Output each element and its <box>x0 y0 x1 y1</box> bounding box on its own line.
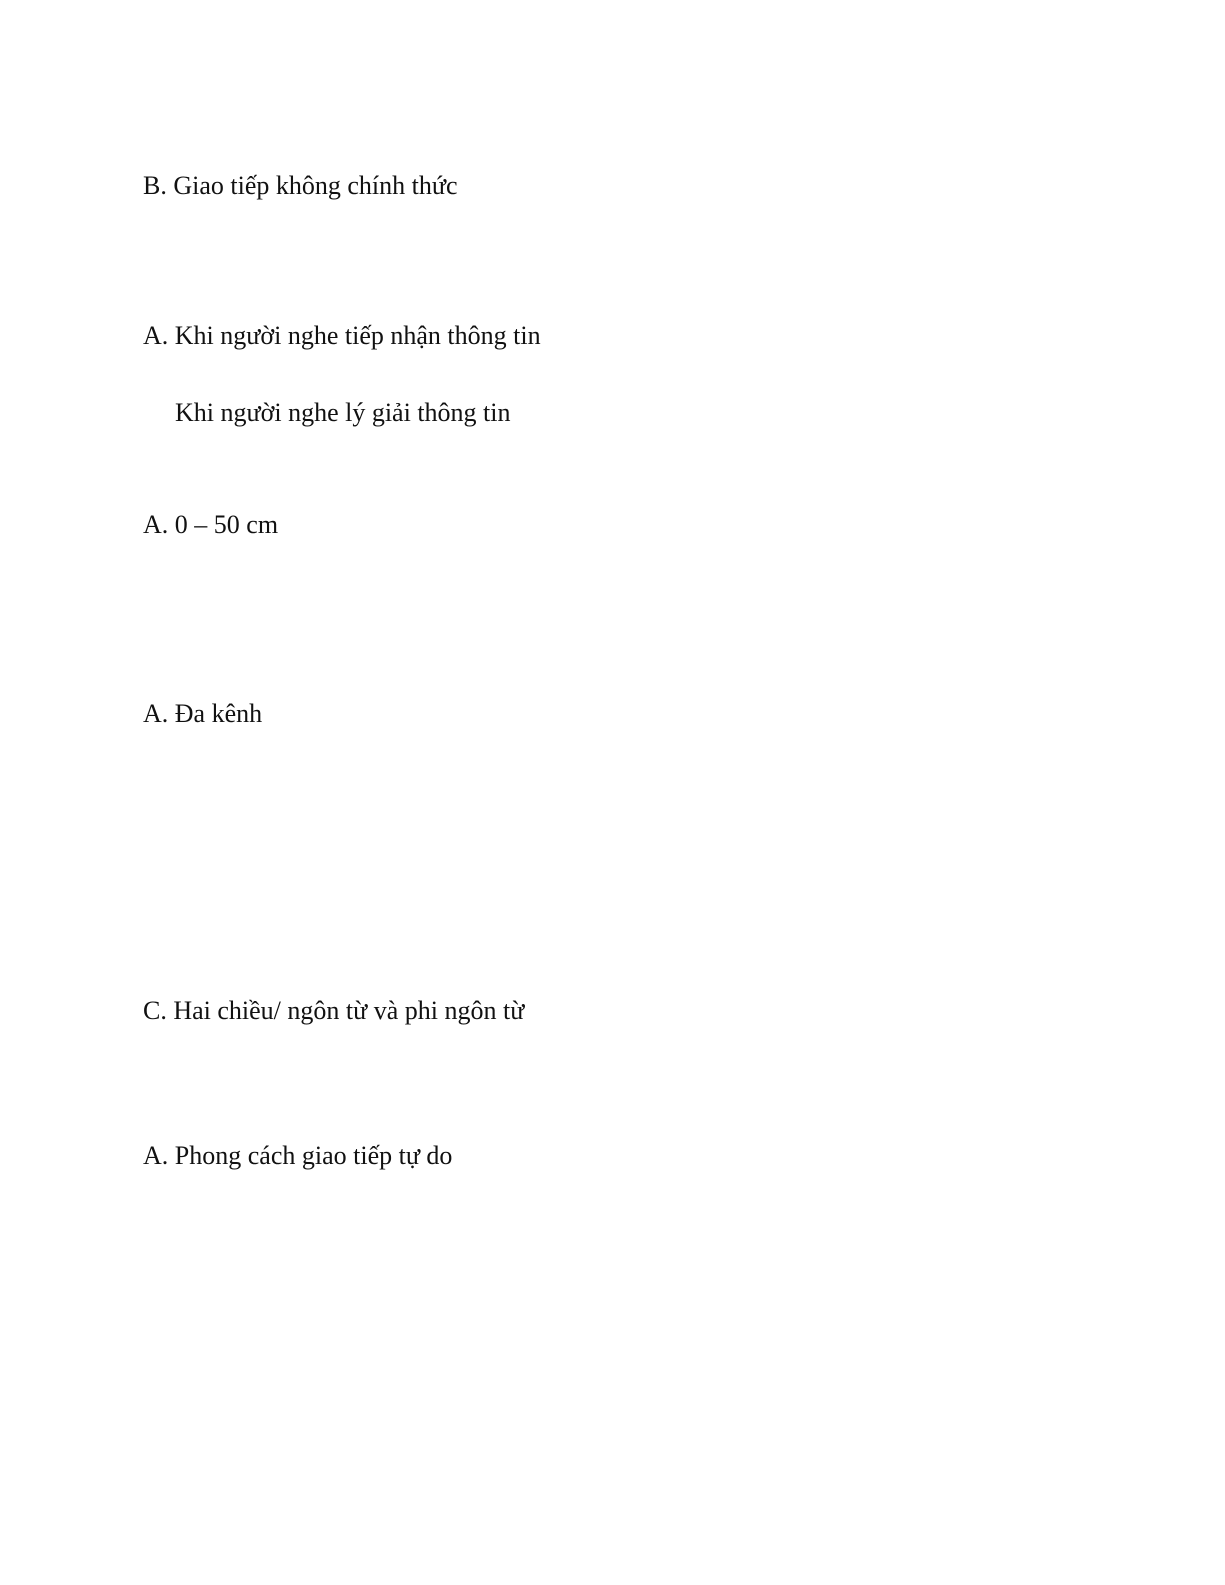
answer-line: C. Hai chiều/ ngôn từ và phi ngôn từ <box>143 996 525 1025</box>
answer-line: B. Giao tiếp không chính thức <box>143 171 458 200</box>
answer-line-indented: Khi người nghe lý giải thông tin <box>175 398 511 427</box>
answer-line: A. 0 – 50 cm <box>143 510 279 539</box>
answer-line: A. Khi người nghe tiếp nhận thông tin <box>143 321 541 350</box>
answer-line: A. Phong cách giao tiếp tự do <box>143 1141 453 1170</box>
answer-line: A. Đa kênh <box>143 699 263 728</box>
